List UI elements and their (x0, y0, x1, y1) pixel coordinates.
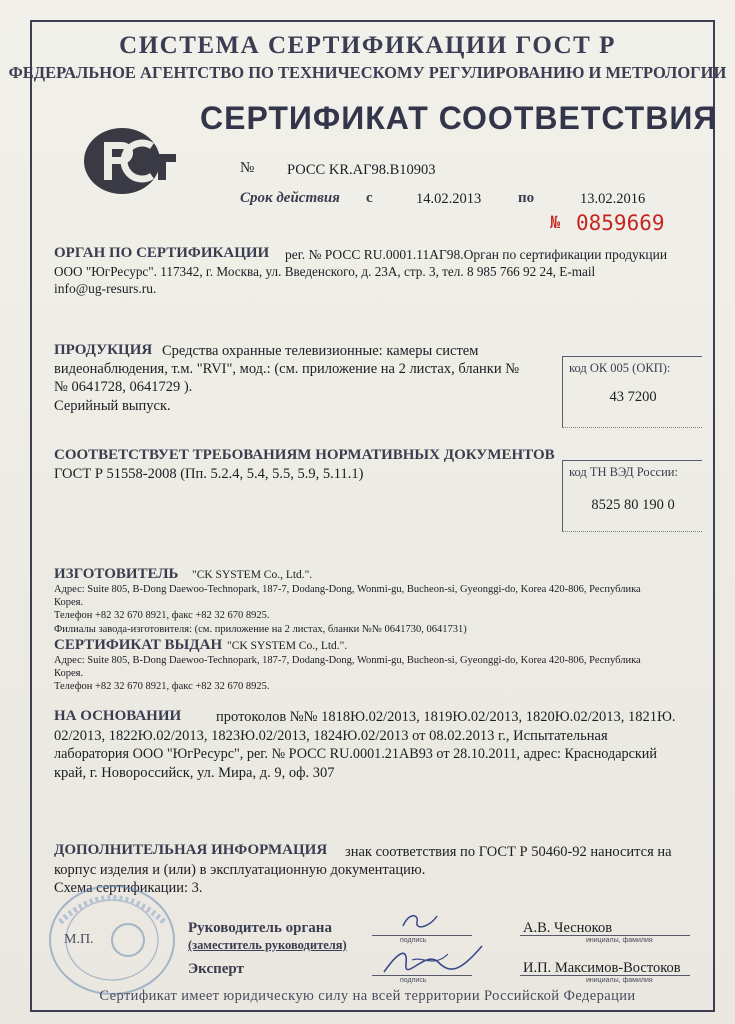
basis-label: НА ОСНОВАНИИ (54, 708, 182, 724)
additional-line-3: Схема сертификации: 3. (54, 880, 203, 896)
manufacturer-name: "CK SYSTEM Co., Ltd.". (192, 569, 313, 581)
expert-name: И.П. Максимов-Востоков (523, 960, 681, 976)
rst-mark-icon (82, 126, 178, 196)
organ-line-3: info@ug-resurs.ru. (54, 281, 157, 296)
additional-line-2: корпус изделия и (или) в эксплуатационную документацию. (54, 862, 426, 878)
additional-info-label: ДОПОЛНИТЕЛЬНАЯ ИНФОРМАЦИЯ (54, 842, 328, 858)
expert-signature-icon (378, 942, 488, 978)
product-line-4: Серийный выпуск. (54, 398, 171, 414)
validity-from-date: 14.02.2013 (416, 191, 482, 207)
manufacturer-phone: Телефон +82 32 670 8921, факс +82 32 670 8925. (54, 610, 270, 621)
head-name-caption: инициалы, фамилия (586, 937, 653, 944)
issued-to-name: "CK SYSTEM Co., Ltd.". (227, 640, 348, 652)
issued-to-address-2: Корея. (54, 668, 84, 679)
organ-label: ОРГАН ПО СЕРТИФИКАЦИИ (54, 245, 270, 261)
expert-label: Эксперт (188, 961, 244, 977)
head-signature-icon (395, 910, 445, 934)
additional-line-1: знак соответствия по ГОСТ Р 50460-92 наносится на (345, 844, 672, 860)
okp-code-value: 43 7200 (609, 389, 657, 405)
validity-to-label: по (518, 190, 535, 206)
conformity-line-1: ГОСТ Р 51558-2008 (Пп. 5.2.4, 5.4, 5.5, 5.9, 5.11.1) (54, 466, 364, 482)
serial-number: 0859669 (576, 211, 665, 235)
validity-from-label: с (366, 190, 373, 206)
manufacturer-address-2: Корея. (54, 597, 84, 608)
tnved-code-box (562, 460, 702, 532)
product-label: ПРОДУКЦИЯ (54, 342, 153, 358)
manufacturer-label: ИЗГОТОВИТЕЛЬ (54, 566, 179, 582)
agency-heading: ФЕДЕРАЛЬНОЕ АГЕНТСТВО ПО ТЕХНИЧЕСКОМУ РЕГУЛИРОВАНИЮ И МЕТРОЛОГИИ (8, 63, 727, 82)
okp-code-label: код ОК 005 (ОКП): (569, 361, 671, 375)
cert-number-label: № (240, 160, 255, 176)
expert-name-caption: инициалы, фамилия (586, 977, 653, 984)
basis-line-2: 02/2013, 1822Ю.02/2013, 1823Ю.02/2013, 1824Ю.02/2013 от 08.02.2013 г., Испытательная (54, 728, 608, 744)
okp-code-box (562, 356, 702, 428)
head-name-line (520, 935, 690, 936)
issued-to-address-1: Адрес: Suite 805, B-Dong Daewoo-Technopark, 187-7, Dodang-Dong, Wonmi-gu, Bucheon-si, Gyeonggi-do, Korea 420-806, Республика (54, 655, 641, 666)
manufacturer-address-1: Адрес: Suite 805, B-Dong Daewoo-Technopark, 187-7, Dodang-Dong, Wonmi-gu, Bucheon-si, Gyeonggi-do, Korea 420-806, Республика (54, 584, 641, 595)
product-line-3: № 0641728, 0641729 ). (54, 379, 193, 395)
basis-line-1: протоколов №№ 1818Ю.02/2013, 1819Ю.02/2013, 1820Ю.02/2013, 1821Ю. (216, 709, 676, 725)
expert-signature-caption: подпись (400, 977, 427, 984)
validity-label: Срок действия (240, 190, 340, 206)
tnved-code-value: 8525 80 190 0 (591, 497, 675, 513)
head-signature-caption: подпись (400, 937, 427, 944)
manufacturer-branches: Филиалы завода-изготовителя: (см. приложение на 2 листах, бланки №№ 0641730, 0641731) (54, 624, 467, 635)
legal-force-note: Сертификат имеет юридическую силу на всей территории Российской Федерации (99, 988, 636, 1004)
certification-system-heading: СИСТЕМА СЕРТИФИКАЦИИ ГОСТ Р (119, 32, 616, 59)
validity-to-date: 13.02.2016 (580, 191, 646, 207)
product-line-1: Средства охранные телевизионные: камеры систем (162, 343, 479, 359)
head-signature-line (372, 935, 472, 936)
serial-number-label: № (550, 213, 561, 233)
issued-to-label: СЕРТИФИКАТ ВЫДАН (54, 637, 223, 653)
head-name: А.В. Чесноков (523, 920, 613, 936)
basis-line-3: лаборатория ООО "ЮгРесурс", рег. № РОСС RU.0001.21АВ93 от 28.10.2011, адрес: Краснодарский (54, 746, 657, 762)
product-line-2: видеонаблюдения, т.м. "RVI", мод.: (см. приложение на 2 листах, бланки № (54, 361, 520, 377)
organ-line-1: рег. № РОСС RU.0001.11АГ98.Орган по сертификации продукции (285, 247, 668, 262)
document-title: СЕРТИФИКАТ СООТВЕТСТВИЯ (200, 100, 718, 136)
deputy-label: (заместитель руководителя) (188, 938, 347, 952)
tnved-code-label: код ТН ВЭД России: (569, 465, 678, 479)
stamp-placeholder-label: М.П. (64, 932, 94, 947)
cert-number: РОСС KR.АГ98.В10903 (287, 162, 436, 178)
organ-line-2: ООО "ЮгРесурс". 117342, г. Москва, ул. Введенского, д. 23А, стр. 3, тел. 8 985 766 92 24, E-mail (54, 264, 596, 279)
expert-name-line (520, 975, 690, 976)
basis-line-4: край, г. Новороссийск, ул. Мира, д. 9, оф. 307 (54, 765, 335, 781)
official-stamp-icon (40, 878, 180, 998)
issued-to-phone: Телефон +82 32 670 8921, факс +82 32 670 8925. (54, 681, 270, 692)
head-of-organ-label: Руководитель органа (188, 920, 332, 936)
conformity-label: СООТВЕТСТВУЕТ ТРЕБОВАНИЯМ НОРМАТИВНЫХ ДОКУМЕНТОВ (54, 447, 555, 463)
